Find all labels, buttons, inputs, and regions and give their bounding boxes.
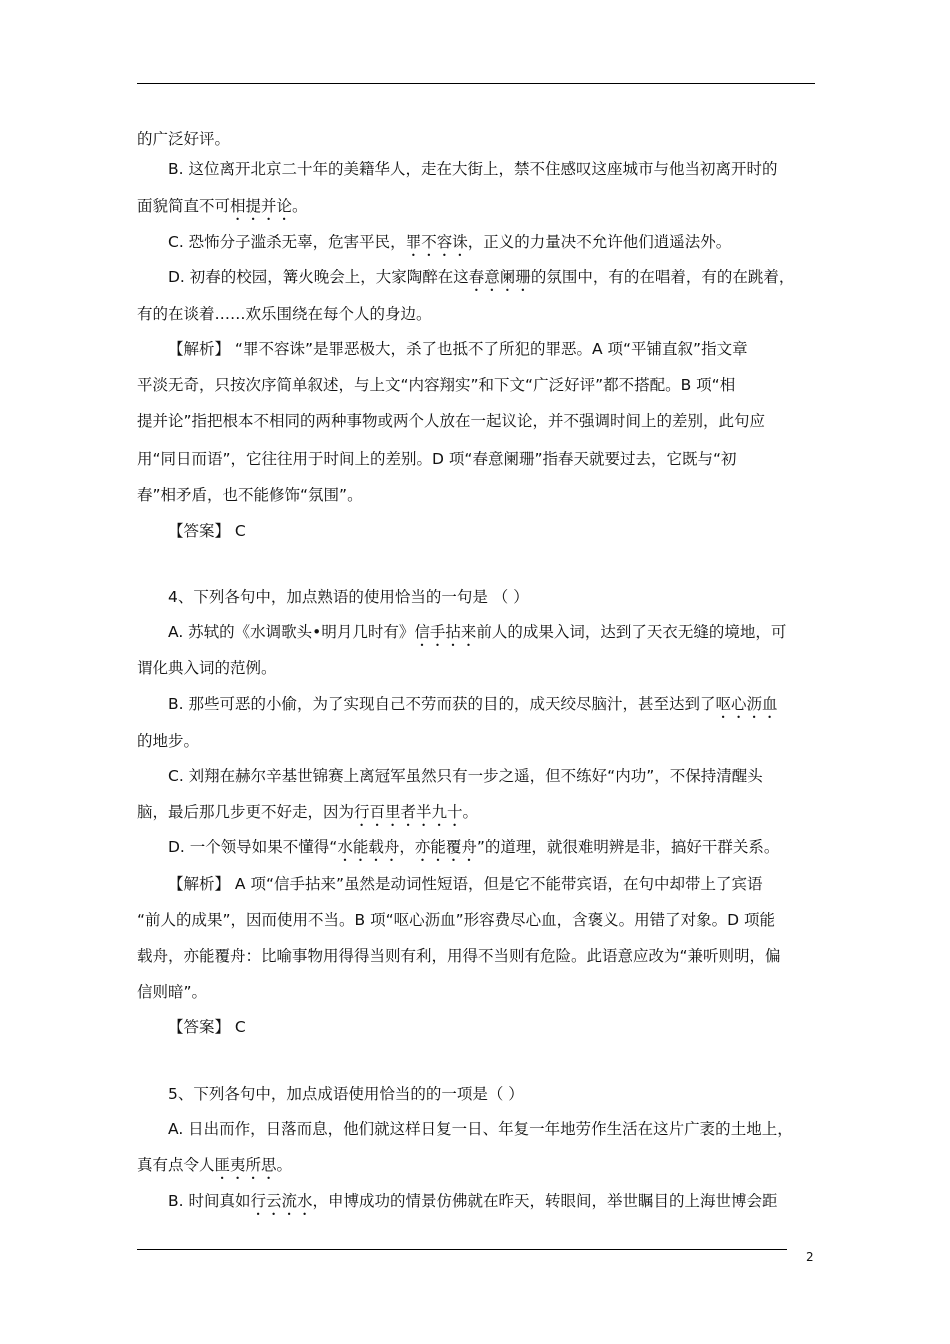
text-line (168, 1079, 524, 1109)
text-line (137, 191, 308, 221)
text-line (137, 797, 478, 827)
text-run: 【解析】 “罪不容诛”是罪恶极大，杀了也抵不了所犯的罪恶。A 项“平铺直叙”指文章 (168, 340, 748, 358)
text-line (137, 977, 207, 1007)
text-run: A. 日出而作，日落而息，他们就这样日复一日、年复一年地劳作生活在这片广袤的土地上， (168, 1120, 793, 1138)
text-line (137, 480, 363, 510)
text-run: ，申博成功的情景仿佛就在昨天，转眼间，举世瞩目的上海世博会距 (312, 1192, 778, 1210)
page-number: 2 (806, 1250, 814, 1264)
text-line (137, 726, 199, 756)
text-line (168, 1012, 246, 1042)
text-run: 前人的成果入词，达到了天衣无缝的境地，可 (476, 623, 787, 641)
text-run: A. 苏轼的《水调歌头•明月几时有》 (168, 623, 415, 641)
text-line (168, 582, 529, 612)
text-run: 脑，最后那几步更不好走，因为 (137, 803, 355, 821)
text-run: 4、下列各句中，加点熟语的使用恰当的一句是 （ ） (168, 588, 529, 606)
text-run: “前人的成果”，因而使用不当。B 项“呕心沥血”形容费尽心血，含褒义。用错了对象。D 项能 (137, 911, 776, 929)
text-line (137, 444, 737, 474)
text-run: 春”相矛盾，也不能修饰“氛围”。 (137, 486, 363, 504)
text-run: 。 (276, 1156, 293, 1174)
text-line (168, 869, 763, 899)
text-run: 。 (462, 803, 479, 821)
emphasized-phrase: 相提并论 (230, 197, 293, 215)
text-line (168, 334, 748, 364)
text-run: 的广泛好评。 (137, 130, 231, 148)
emphasized-phrase: 罪不容诛 (405, 233, 468, 251)
text-run: 面貌简直不可 (137, 197, 231, 215)
text-line (168, 1186, 778, 1216)
text-run: 有的在谈着……欢乐围绕在每个人的身边。 (137, 305, 432, 323)
header-rule (137, 83, 815, 84)
text-run: D. 一个领导如果不懂得“ (168, 838, 338, 856)
emphasized-phrase: 行百里者半九十 (354, 803, 463, 821)
emphasized-phrase: 呕心沥血 (715, 695, 778, 713)
emphasized-phrase: 行云流水 (250, 1192, 313, 1210)
text-line (137, 905, 775, 935)
text-run: 平淡无奇，只按次序简单叙述，与上文“内容翔实”和下文“广泛好评”都不搭配。B 项“相 (137, 376, 736, 394)
text-run: 。 (292, 197, 308, 215)
text-line (137, 299, 432, 329)
text-line (168, 832, 779, 862)
text-run: C. 刘翔在赫尔辛基世锦赛上离冠军虽然只有一步之遥，但不练好“内功”，不保持清醒头 (168, 767, 763, 785)
text-run: B. 时间真如 (168, 1192, 251, 1210)
text-run: 谓化典入词的范例。 (137, 659, 277, 677)
text-run: 【答案】 C (168, 522, 246, 540)
emphasized-phrase: 信手拈来 (414, 623, 477, 641)
text-run: 的氛围中，有的在唱着，有的在跳着， (530, 268, 795, 286)
text-line (137, 1150, 292, 1180)
text-run: 信则暗”。 (137, 983, 208, 1001)
text-line (168, 154, 778, 184)
text-line (168, 689, 778, 719)
text-run: 【解析】 A 项“信手拈来”虽然是动词性短语，但是它不能带宾语，在句中却带上了宾语 (168, 875, 763, 893)
text-run: 真有点令人 (137, 1156, 215, 1174)
text-run: 载舟，亦能覆舟：比喻事物用得得当则有利，用得不当则有危险。此语意应改为“兼听则明，偏 (137, 947, 781, 965)
text-run: C. 恐怖分子滥杀无辜，危害平民， (168, 233, 406, 251)
emphasized-phrase: 水能载舟，亦能覆舟 (337, 838, 477, 856)
text-line (137, 406, 765, 436)
text-run: ”的道理，就很难明辨是非，搞好干群关系。 (476, 838, 780, 856)
text-run: 5、下列各句中，加点成语使用恰当的的一项是（ ） (168, 1085, 524, 1103)
text-run: B. 那些可恶的小偷，为了实现自己不劳而获的目的，成天绞尽脑汁，甚至达到了 (168, 695, 716, 713)
text-run: 的地步。 (137, 732, 200, 750)
text-run: ，正义的力量决不允许他们逍遥法外。 (467, 233, 732, 251)
text-run: B. 这位离开北京二十年的美籍华人，走在大街上，禁不住感叹这座城市与他当初离开时的 (168, 160, 778, 178)
text-run: D. 初春的校园，篝火晚会上，大家陶醉在这 (168, 268, 469, 286)
text-run: 用“同日而语”，它往往用于时间上的差别。D 项“春意阑珊”指春天就要过去，它既与“初 (137, 450, 737, 468)
text-line (168, 617, 786, 647)
footer-rule (137, 1249, 787, 1250)
text-run: 提并论”指把根本不相同的两种事物或两个人放在一起议论，并不强调时间上的差别，此句应 (137, 412, 766, 430)
text-line (168, 262, 794, 292)
text-line (168, 516, 246, 546)
text-line (137, 124, 230, 154)
text-run: 【答案】 C (168, 1018, 246, 1036)
text-line (168, 761, 763, 791)
emphasized-phrase: 春意阑珊 (468, 268, 531, 286)
text-line (137, 653, 277, 683)
text-line (168, 1114, 793, 1144)
emphasized-phrase: 匪夷所思 (214, 1156, 277, 1174)
text-line (137, 941, 781, 971)
text-line (137, 370, 735, 400)
text-line (168, 227, 731, 257)
